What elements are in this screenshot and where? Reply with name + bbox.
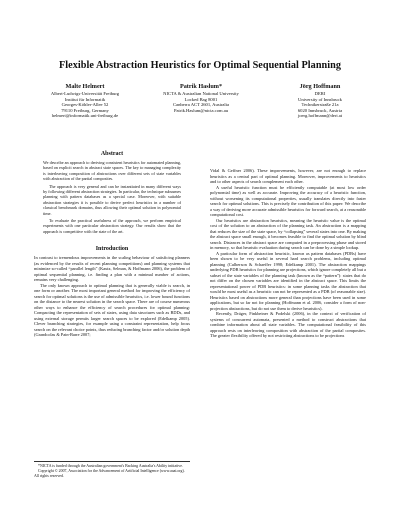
author-address: Georges-Köhler-Allee 52 [61,102,109,108]
body-paragraph: Vidal & Geffner 2006). These improvements, however, are not enough to replace heuristics as a central part of optimal planning. Moreover, improvements to heuristics and to other aspects of search complement each other. [210,168,366,184]
introduction-heading: Introduction [95,246,129,253]
author-address: Locked Bag 8001 [184,96,218,102]
funding-footnote: *NICTA is funded through the Australian government's Backing Australia's Ability initiative. [38,464,183,468]
footnote-block [34,461,190,479]
body-paragraph: The only known approach to optimal planning that is generally viable is search, in one form or another. The most important general method for improving the efficiency of search for optimal solutions is the use of admissible heuristics, i.e. lower bound functions on the distance to the nearest solution in the search space. There are of course numerous other ways to enhance the efficiency of search procedures for optimal planning: Compacting the representation of sets of states, using data structures such as BDDs, and using external storage permits larger search spaces to be explored (Edelkamp 2005). Clever branching strategies, for example using a constraint representation, help focus search on the relevant choice points, thus reducing branching factor and/or solution depth (Grandcolas & Pain-Barre 2007; [34,282,190,338]
author-helmert [30,83,140,119]
abstract-paragraph: To evaluate the practical usefulness of the approach, we perform empirical experiments with one particular abstraction strategy. Our results show that the approach is competitive with the state of the art. [43,218,181,234]
author-name: Patrik Haslum* [179,83,223,90]
right-column-body [210,168,366,339]
author-affiliation: Institut für Informatik [64,96,106,102]
author-affiliation: DERI [314,91,326,96]
abstract-paragraph: The approach is very general and can be instantiated in many different ways by following different abstraction strategies. In particular, the technique subsumes planning with pattern databases as a special case. Moreover, with suitable abstraction strategies it is possible to derive perfect heuristics in a number of classical benchmark domains, thus allowing their optimal solution in polynomial time. [43,183,181,216]
author-address: 6020 Innsbruck, Austria [297,107,343,113]
author-address: 79110 Freiburg, Germany [61,107,109,113]
author-address: Technikerstraße 21a [301,102,339,108]
right-column [210,168,366,339]
copyright-notice: Copyright © 2007, Association for the Advancement of Artificial Intelligence (www.aaai.org). All rights reserved. [34,468,185,478]
author-email: Patrik.Haslum@nicta.com.au [173,107,229,113]
paper-title: Flexible Abstraction Heuristics for Optimal Sequential Planning [59,60,341,71]
author-name: Jörg Hoffmann [299,83,341,90]
author-haslum [140,83,262,113]
abstract-paragraph: We describe an approach to deriving consistent heuristics for automated planning, based on explicit search in abstract state spaces. The key to managing complexity is interleaving composition of abstractions over different sets of state variables with abstraction of the partial composites. [43,160,181,182]
left-column [34,150,190,338]
body-paragraph: A useful heuristic function must be efficiently computable (at most low order polynomial time) as well as accurate. Improving the accuracy of a heuristic function, without worsening its computational properties, usually translates directly into faster search for optimal solutions. This is precisely the contribution of this paper: We describe a way of deriving more accurate admissible heuristics for forward search, at a reasonable computational cost. [210,184,366,217]
author-email: helmert@informatik.uni-freiburg.de [51,113,119,119]
author-affiliation: NICTA & Australian National University [163,91,239,96]
author-affiliation: Albert-Ludwigs-Universität Freiburg [50,91,120,96]
body-paragraph: A particular form of abstraction heuristic, known as pattern databases (PDBs) have been shown to be very useful in several hard search problems, including optimal planning (Culberson & Schaeffer 1998; Edelkamp 2001). The abstraction mappings underlying PDB heuristics for planning are projections, which ignore completely all but a subset of the state variables of the planning task (known as the “pattern”): states that do not differ on the chosen variables are identified in the abstract space. This limits the representational power of PDB heuristics: in some planning tasks the abstraction that would be most useful as a heuristic can not be represented as a PDB (of reasonable size). Heuristics based on abstractions more general than projections have been used in some applications, but so far not for planning (Hoffmann et al. 2006, consider a form of non-projection abstractions, but do not use them to derive heuristics). [210,250,366,311]
author-hoffmann [270,83,370,119]
body-paragraph: Recently, Dräger, Finkbeiner & Podelski (2006), in the context of verification of systems of concurrent automata, presented a method to construct abstractions that combine information about all state variables. The computational feasibility of this approach rests on interleaving composition with abstraction of the partial composites. The greater flexibility offered by not restricting abstractions to be projections [210,311,366,338]
author-address: Canberra ACT 2601, Australia [172,102,230,108]
body-paragraph: In contrast to tremendous improvements in the scaling behaviour of satisficing planners (as evidenced by the results of recent planning competitions) and planning systems that minimize so-called “parallel length” (Kautz, Selman, & Hoffmann 2006), the problem of optimal sequential planning, i.e. finding a plan with a minimal number of actions, remains very challenging. [34,255,190,283]
abstract-heading: Abstract [100,151,124,157]
body-paragraph: Our heuristics are abstraction heuristics, meaning the heuristic value is the optimal cost of the solution to an abstraction of the planning task. An abstraction is a mapping that reduces the size of the state space, by “collapsing” several states into one. By making the abstract space small enough, it becomes feasible to find the optimal solution by blind search. Distances in the abstract space are computed in a preprocessing phase and stored in memory, so that heuristic evaluation during search can be done by a simple lookup. [210,217,366,250]
abstract-body [34,160,190,234]
introduction-body [34,255,190,338]
author-name: Malte Helmert [65,83,105,90]
author-email: joerg.hoffmann@deri.at [297,113,343,119]
author-affiliation: University of Innsbruck [298,96,342,102]
